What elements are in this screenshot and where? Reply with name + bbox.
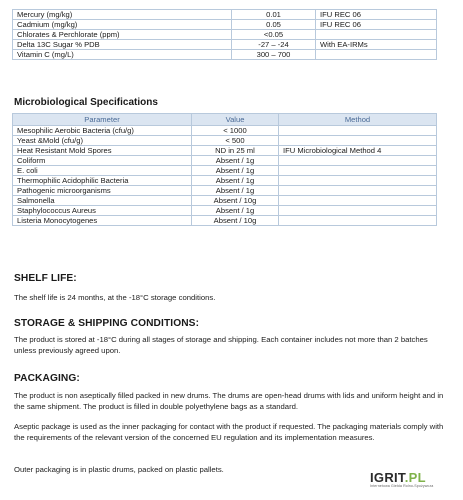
- method-cell: [279, 196, 437, 206]
- method-cell: [279, 126, 437, 136]
- value-cell: Absent / 1g: [192, 206, 279, 216]
- param-cell: Salmonella: [13, 196, 192, 206]
- method-cell: [279, 186, 437, 196]
- storage-text: The product is stored at -18°C during all stages of storage and shipping. Each container includes not more than 2 batches unless previously agreed upon.: [14, 335, 428, 356]
- param-cell: Delta 13C Sugar % PDB: [13, 40, 232, 50]
- method-cell: With EA-IRMs: [316, 40, 437, 50]
- value-cell: Absent / 1g: [192, 176, 279, 186]
- value-cell: ND in 25 ml: [192, 146, 279, 156]
- method-cell: IFU REC 06: [316, 20, 437, 30]
- method-cell: [279, 216, 437, 226]
- logo-tagline: Internetowa Giełda Rolno-Spożywcza: [370, 484, 434, 488]
- value-cell: Absent / 1g: [192, 166, 279, 176]
- micro-spec-table: [12, 113, 437, 226]
- value-cell: Absent / 10g: [192, 216, 279, 226]
- packaging-text-1: The product is non aseptically filled packed in new drums. The drums are open-head drums with lids and uniform height and in the same shipment. The product is filled in double polyethylene bags as a standard.: [14, 391, 444, 412]
- param-cell: Pathogenic microorganisms: [13, 186, 192, 196]
- param-cell: Yeast &Mold (cfu/g): [13, 136, 192, 146]
- param-cell: Coliform: [13, 156, 192, 166]
- micro-spec-row: [13, 216, 437, 226]
- method-cell: [316, 30, 437, 40]
- logo-wordmark: IGRIT.PL: [370, 470, 426, 485]
- shelf-life-heading: SHELF LIFE:: [14, 273, 77, 284]
- micro-spec-row: [13, 126, 437, 136]
- micro-spec-row: [13, 196, 437, 206]
- method-cell: [279, 166, 437, 176]
- col-header-method: Method: [279, 114, 437, 126]
- method-cell: [279, 176, 437, 186]
- param-cell: Cadmium (mg/kg): [13, 20, 232, 30]
- shelf-life-text: The shelf life is 24 months, at the -18°C storage conditions.: [14, 293, 216, 302]
- micro-header-row: [13, 114, 437, 126]
- param-cell: Heat Resistant Mold Spores: [13, 146, 192, 156]
- micro-spec-row: [13, 156, 437, 166]
- micro-spec-row: [13, 136, 437, 146]
- param-cell: Listeria Monocytogenes: [13, 216, 192, 226]
- value-cell: < 1000: [192, 126, 279, 136]
- value-cell: 0.01: [232, 10, 316, 20]
- param-cell: Thermophilic Acidophilic Bacteria: [13, 176, 192, 186]
- value-cell: Absent / 1g: [192, 156, 279, 166]
- value-cell: 0.05: [232, 20, 316, 30]
- method-cell: IFU Microbiological Method 4: [279, 146, 437, 156]
- col-header-value: Value: [192, 114, 279, 126]
- top-spec-row: [13, 30, 437, 40]
- micro-spec-row: [13, 146, 437, 156]
- micro-spec-row: [13, 176, 437, 186]
- value-cell: 300 – 700: [232, 50, 316, 60]
- method-cell: [279, 206, 437, 216]
- micro-spec-title: Microbiological Specifications: [14, 97, 158, 108]
- value-cell: Absent / 1g: [192, 186, 279, 196]
- value-cell: Absent / 10g: [192, 196, 279, 206]
- igrit-logo: [370, 470, 450, 496]
- top-spec-row: [13, 50, 437, 60]
- top-spec-row: [13, 10, 437, 20]
- param-cell: Staphylococcus Aureus: [13, 206, 192, 216]
- value-cell: < 500: [192, 136, 279, 146]
- param-cell: Vitamin C (mg/L): [13, 50, 232, 60]
- micro-spec-row: [13, 206, 437, 216]
- packaging-text-3: Outer packaging is in plastic drums, packed on plastic pallets.: [14, 465, 224, 474]
- param-cell: E. coli: [13, 166, 192, 176]
- param-cell: Mesophilic Aerobic Bacteria (cfu/g): [13, 126, 192, 136]
- packaging-heading: PACKAGING:: [14, 373, 80, 384]
- method-cell: [279, 156, 437, 166]
- value-cell: -27 – -24: [232, 40, 316, 50]
- value-cell: <0.05: [232, 30, 316, 40]
- method-cell: IFU REC 06: [316, 10, 437, 20]
- packaging-text-2: Aseptic package is used as the inner packaging for contact with the product if requested. The packaging materials comply with the requirements of the relevant version of the concerned EU regulation and its implementation measures.: [14, 422, 444, 443]
- col-header-parameter: Parameter: [13, 114, 192, 126]
- method-cell: [316, 50, 437, 60]
- top-spec-table: [12, 9, 437, 60]
- storage-heading: STORAGE & SHIPPING CONDITIONS:: [14, 318, 200, 329]
- top-spec-row: [13, 40, 437, 50]
- method-cell: [279, 136, 437, 146]
- micro-spec-row: [13, 186, 437, 196]
- param-cell: Chlorates & Perchlorate (ppm): [13, 30, 232, 40]
- param-cell: Mercury (mg/kg): [13, 10, 232, 20]
- micro-spec-row: [13, 166, 437, 176]
- top-spec-row: [13, 20, 437, 30]
